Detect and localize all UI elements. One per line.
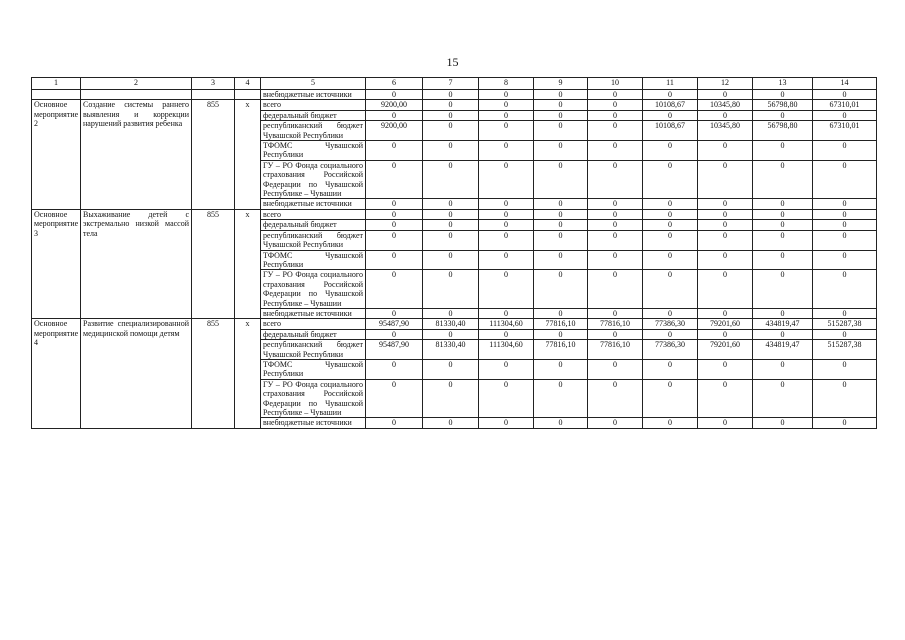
value-cell: 0 [643, 209, 698, 219]
value-cell: 0 [423, 110, 479, 120]
value-cell: 0 [366, 141, 423, 161]
value-cell: 0 [423, 230, 479, 250]
empty-cell [192, 90, 235, 100]
value-cell: 0 [643, 418, 698, 428]
value-cell: 0 [698, 308, 753, 318]
value-cell: 0 [698, 250, 753, 270]
value-cell: 0 [813, 160, 877, 199]
value-cell: 79201,60 [698, 319, 753, 329]
value-cell: 0 [423, 209, 479, 219]
value-cell: 0 [423, 359, 479, 379]
value-cell: 0 [366, 270, 423, 309]
event-name: Основное мероприятие 4 [32, 319, 81, 428]
value-cell: 0 [366, 230, 423, 250]
value-cell: 95487,90 [366, 319, 423, 329]
value-cell: 0 [479, 110, 534, 120]
funding-source: ТФОМС Чувашской Республики [261, 141, 366, 161]
value-cell: 0 [479, 209, 534, 219]
value-cell: 77386,30 [643, 319, 698, 329]
value-cell: 0 [479, 141, 534, 161]
value-cell: 0 [753, 220, 813, 230]
value-cell: 56798,80 [753, 121, 813, 141]
table-row [32, 90, 877, 100]
value-cell: 0 [813, 250, 877, 270]
value-cell: 0 [366, 359, 423, 379]
value-cell: 95487,90 [366, 340, 423, 360]
value-cell: 0 [698, 270, 753, 309]
value-cell: 0 [643, 199, 698, 209]
value-cell: 0 [813, 220, 877, 230]
value-cell: 0 [479, 199, 534, 209]
value-cell: 0 [813, 308, 877, 318]
value-cell: 0 [534, 199, 588, 209]
value-cell: 0 [813, 230, 877, 250]
value-cell: 0 [643, 230, 698, 250]
value-cell: 0 [588, 270, 643, 309]
funding-source: ТФОМС Чувашской Республики [261, 250, 366, 270]
value-cell: 0 [588, 90, 643, 100]
funding-source: республиканский бюджет Чувашской Республики [261, 340, 366, 360]
x-mark: x [235, 100, 261, 209]
value-cell: 0 [534, 230, 588, 250]
value-cell: 0 [698, 209, 753, 219]
empty-cell [32, 90, 81, 100]
value-cell: 0 [366, 379, 423, 418]
value-cell: 0 [423, 379, 479, 418]
value-cell: 10345,80 [698, 100, 753, 110]
value-cell: 0 [813, 359, 877, 379]
column-header: 6 [366, 78, 423, 90]
funding-source: внебюджетные источники [261, 90, 366, 100]
table-row [32, 100, 877, 110]
header-row [32, 78, 877, 90]
value-cell: 0 [534, 160, 588, 199]
value-cell: 0 [588, 250, 643, 270]
value-cell: 0 [588, 418, 643, 428]
value-cell: 67310,01 [813, 100, 877, 110]
value-cell: 0 [479, 329, 534, 339]
value-cell: 0 [588, 110, 643, 120]
funding-source: ТФОМС Чувашской Республики [261, 359, 366, 379]
value-cell: 9200,00 [366, 100, 423, 110]
value-cell: 0 [753, 230, 813, 250]
column-header: 5 [261, 78, 366, 90]
value-cell: 0 [588, 121, 643, 141]
value-cell: 0 [753, 379, 813, 418]
value-cell: 0 [366, 110, 423, 120]
funding-source: внебюджетные источники [261, 418, 366, 428]
column-header: 11 [643, 78, 698, 90]
value-cell: 0 [366, 209, 423, 219]
value-cell: 0 [534, 418, 588, 428]
value-cell: 0 [588, 329, 643, 339]
value-cell: 0 [698, 230, 753, 250]
value-cell: 0 [534, 100, 588, 110]
value-cell: 0 [534, 359, 588, 379]
value-cell: 515287,38 [813, 340, 877, 360]
value-cell: 0 [588, 359, 643, 379]
value-cell: 0 [753, 250, 813, 270]
funding-source: республиканский бюджет Чувашской Республики [261, 121, 366, 141]
event-description: Выхаживание детей с экстремально низкой массой тела [81, 209, 192, 318]
value-cell: 0 [479, 90, 534, 100]
column-header: 4 [235, 78, 261, 90]
column-header: 1 [32, 78, 81, 90]
value-cell: 0 [643, 250, 698, 270]
value-cell: 0 [479, 160, 534, 199]
value-cell: 0 [813, 379, 877, 418]
x-mark: x [235, 319, 261, 428]
value-cell: 0 [479, 220, 534, 230]
value-cell: 0 [813, 329, 877, 339]
value-cell: 9200,00 [366, 121, 423, 141]
value-cell: 0 [698, 160, 753, 199]
funding-source: ГУ – РО Фонда социального страхования Российской Федерации по Чувашской Республике – Чувашии [261, 379, 366, 418]
event-name: Основное мероприятие 2 [32, 100, 81, 209]
column-header: 8 [479, 78, 534, 90]
value-cell: 0 [643, 90, 698, 100]
budget-code: 855 [192, 100, 235, 209]
value-cell: 0 [479, 379, 534, 418]
funding-source: всего [261, 319, 366, 329]
value-cell: 0 [753, 199, 813, 209]
value-cell: 67310,01 [813, 121, 877, 141]
value-cell: 0 [813, 199, 877, 209]
table-row [32, 209, 877, 219]
value-cell: 0 [753, 110, 813, 120]
funding-source: ГУ – РО Фонда социального страхования Российской Федерации по Чувашской Республике – Чувашии [261, 270, 366, 309]
value-cell: 0 [698, 220, 753, 230]
value-cell: 0 [423, 250, 479, 270]
value-cell: 0 [366, 199, 423, 209]
value-cell: 0 [698, 110, 753, 120]
value-cell: 0 [423, 121, 479, 141]
value-cell: 0 [366, 418, 423, 428]
value-cell: 0 [588, 100, 643, 110]
value-cell: 515287,38 [813, 319, 877, 329]
budget-code: 855 [192, 319, 235, 428]
budget-code: 855 [192, 209, 235, 318]
value-cell: 0 [423, 308, 479, 318]
value-cell: 0 [753, 141, 813, 161]
value-cell: 0 [479, 230, 534, 250]
value-cell: 111304,60 [479, 340, 534, 360]
value-cell: 0 [753, 329, 813, 339]
value-cell: 10108,67 [643, 121, 698, 141]
value-cell: 0 [643, 160, 698, 199]
value-cell: 0 [534, 209, 588, 219]
value-cell: 0 [423, 141, 479, 161]
value-cell: 0 [643, 359, 698, 379]
empty-cell [235, 90, 261, 100]
funding-source: федеральный бюджет [261, 110, 366, 120]
value-cell: 0 [423, 270, 479, 309]
value-cell: 0 [479, 250, 534, 270]
event-description: Развитие специализированной медицинской помощи детям [81, 319, 192, 428]
value-cell: 0 [813, 90, 877, 100]
value-cell: 0 [479, 308, 534, 318]
column-header: 2 [81, 78, 192, 90]
funding-source: всего [261, 100, 366, 110]
value-cell: 0 [423, 199, 479, 209]
value-cell: 0 [588, 379, 643, 418]
value-cell: 0 [588, 308, 643, 318]
value-cell: 0 [643, 329, 698, 339]
value-cell: 0 [479, 359, 534, 379]
value-cell: 0 [534, 141, 588, 161]
value-cell: 0 [534, 308, 588, 318]
value-cell: 10108,67 [643, 100, 698, 110]
value-cell: 0 [698, 379, 753, 418]
value-cell: 81330,40 [423, 340, 479, 360]
column-header: 9 [534, 78, 588, 90]
value-cell: 0 [643, 270, 698, 309]
value-cell: 0 [698, 90, 753, 100]
value-cell: 0 [423, 90, 479, 100]
value-cell: 56798,80 [753, 100, 813, 110]
value-cell: 79201,60 [698, 340, 753, 360]
value-cell: 0 [366, 220, 423, 230]
value-cell: 0 [753, 90, 813, 100]
value-cell: 0 [588, 199, 643, 209]
value-cell: 0 [588, 160, 643, 199]
empty-cell [81, 90, 192, 100]
value-cell: 0 [698, 329, 753, 339]
financing-table [31, 77, 877, 429]
funding-source: федеральный бюджет [261, 220, 366, 230]
funding-source: ГУ – РО Фонда социального страхования Российской Федерации по Чувашской Республике – Чувашии [261, 160, 366, 199]
value-cell: 0 [366, 308, 423, 318]
value-cell: 0 [534, 379, 588, 418]
value-cell: 0 [534, 270, 588, 309]
value-cell: 0 [753, 359, 813, 379]
value-cell: 0 [643, 379, 698, 418]
value-cell: 0 [813, 110, 877, 120]
value-cell: 0 [753, 418, 813, 428]
value-cell: 0 [423, 418, 479, 428]
page-number: 15 [446, 55, 459, 69]
value-cell: 0 [643, 110, 698, 120]
column-header: 7 [423, 78, 479, 90]
value-cell: 77816,10 [588, 340, 643, 360]
value-cell: 77816,10 [588, 319, 643, 329]
value-cell: 81330,40 [423, 319, 479, 329]
funding-source: республиканский бюджет Чувашской Республики [261, 230, 366, 250]
value-cell: 0 [588, 230, 643, 250]
value-cell: 0 [813, 209, 877, 219]
value-cell: 0 [366, 250, 423, 270]
event-description: Создание системы раннего выявления и коррекции нарушений развития ребенка [81, 100, 192, 209]
value-cell: 0 [813, 141, 877, 161]
funding-source: всего [261, 209, 366, 219]
value-cell: 0 [423, 160, 479, 199]
value-cell: 0 [534, 121, 588, 141]
value-cell: 0 [534, 329, 588, 339]
value-cell: 0 [698, 141, 753, 161]
value-cell: 0 [753, 209, 813, 219]
value-cell: 0 [753, 308, 813, 318]
value-cell: 0 [643, 308, 698, 318]
column-header: 13 [753, 78, 813, 90]
value-cell: 0 [423, 220, 479, 230]
value-cell: 0 [698, 418, 753, 428]
value-cell: 0 [813, 270, 877, 309]
x-mark: x [235, 209, 261, 318]
value-cell: 0 [698, 359, 753, 379]
value-cell: 77816,10 [534, 319, 588, 329]
value-cell: 0 [366, 90, 423, 100]
value-cell: 77386,30 [643, 340, 698, 360]
value-cell: 0 [534, 110, 588, 120]
value-cell: 0 [643, 220, 698, 230]
value-cell: 0 [534, 250, 588, 270]
value-cell: 434819,47 [753, 319, 813, 329]
value-cell: 0 [588, 209, 643, 219]
value-cell: 0 [366, 329, 423, 339]
value-cell: 0 [588, 141, 643, 161]
funding-source: внебюджетные источники [261, 199, 366, 209]
value-cell: 0 [479, 100, 534, 110]
value-cell: 0 [479, 121, 534, 141]
value-cell: 0 [588, 220, 643, 230]
value-cell: 0 [753, 270, 813, 309]
value-cell: 111304,60 [479, 319, 534, 329]
value-cell: 10345,80 [698, 121, 753, 141]
column-header: 3 [192, 78, 235, 90]
funding-source: федеральный бюджет [261, 329, 366, 339]
value-cell: 0 [534, 90, 588, 100]
value-cell: 0 [753, 160, 813, 199]
value-cell: 0 [479, 418, 534, 428]
value-cell: 0 [698, 199, 753, 209]
funding-source: внебюджетные источники [261, 308, 366, 318]
value-cell: 0 [534, 220, 588, 230]
value-cell: 0 [479, 270, 534, 309]
table-row [32, 319, 877, 329]
column-header: 14 [813, 78, 877, 90]
column-header: 10 [588, 78, 643, 90]
column-header: 12 [698, 78, 753, 90]
value-cell: 0 [813, 418, 877, 428]
event-name: Основное мероприятие 3 [32, 209, 81, 318]
value-cell: 77816,10 [534, 340, 588, 360]
value-cell: 434819,47 [753, 340, 813, 360]
value-cell: 0 [423, 100, 479, 110]
value-cell: 0 [423, 329, 479, 339]
value-cell: 0 [643, 141, 698, 161]
value-cell: 0 [366, 160, 423, 199]
